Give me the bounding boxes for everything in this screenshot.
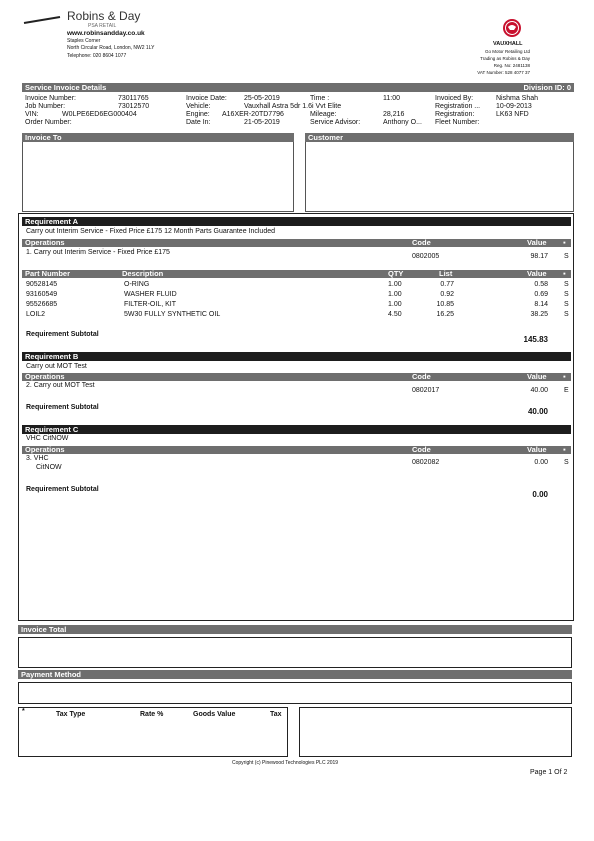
operations-label: Operations xyxy=(25,372,65,381)
invoice-total-title: Invoice Total xyxy=(21,625,67,634)
registration-date-label: Registration ... xyxy=(435,103,481,110)
section-title: Service Invoice Details xyxy=(25,83,107,92)
part-list-price: 16.25 xyxy=(436,311,454,318)
job-number: 73012570 xyxy=(118,103,150,110)
dealer-address-2: North Circular Road, London, NW2 1LY xyxy=(67,45,155,51)
requirement-b-bar xyxy=(22,352,571,361)
part-flag: S xyxy=(564,281,569,288)
customer-title: Customer xyxy=(308,133,344,142)
requirement-a-operations-bar xyxy=(22,239,571,247)
registration-label: Registration: xyxy=(435,111,475,118)
code-label: Code xyxy=(412,445,431,454)
part-list-price: 0.77 xyxy=(440,281,454,288)
part-flag: S xyxy=(564,291,569,298)
invoiced-by: Nishma Shah xyxy=(496,95,539,102)
dealer-address-1: Staples Corner xyxy=(67,38,101,44)
requirement-b-subtotal-label: Requirement Subtotal xyxy=(26,404,99,411)
part-description: 5W30 FULLY SYNTHETIC OIL xyxy=(124,311,221,318)
part-list-price: 0.92 xyxy=(440,291,454,298)
service-advisor-label: Service Advisor: xyxy=(310,119,361,126)
rate-label: Rate % xyxy=(140,711,164,718)
invoice-date-label: Invoice Date: xyxy=(186,95,227,102)
operation-2-flag: E xyxy=(564,387,569,394)
tax-label: Tax xyxy=(270,711,282,718)
tax-star: * xyxy=(22,708,25,715)
operation-3-text: 3. VHC xyxy=(26,455,49,462)
part-value: 0.58 xyxy=(534,281,548,288)
requirement-a-subtotal: 145.83 xyxy=(523,335,548,344)
registration: LK63 NFD xyxy=(496,111,529,118)
vehicle-label: Vehicle: xyxy=(186,103,211,110)
description-label: Description xyxy=(122,269,164,278)
part-number: LOIL2 xyxy=(26,311,46,318)
part-qty: 4.50 xyxy=(388,311,402,318)
time: 11:00 xyxy=(383,95,400,102)
requirement-c-description: VHC CitNOW xyxy=(26,435,69,442)
requirement-a-description: Carry out Interim Service - Fixed Price £175 12 Month Parts Guarantee Included xyxy=(26,228,276,235)
operations-label: Operations xyxy=(25,445,65,454)
engine-label: Engine: xyxy=(186,111,210,118)
part-description: FILTER-OIL, KIT xyxy=(124,301,176,308)
part-value: 0.69 xyxy=(534,291,548,298)
part-qty: 1.00 xyxy=(388,301,402,308)
division-id: Division ID: 0 xyxy=(523,83,571,92)
brand-line-4: VAT Number: 528 4077 37 xyxy=(477,70,530,75)
service-invoice-details-bar xyxy=(22,83,574,92)
brand-name: VAUXHALL xyxy=(493,41,523,47)
part-qty: 1.00 xyxy=(388,291,402,298)
order-number-label: Order Number: xyxy=(25,119,72,126)
requirement-b-title: Requirement B xyxy=(25,352,79,361)
date-in: 21-05-2019 xyxy=(244,119,280,126)
part-qty: 1.00 xyxy=(388,281,402,288)
vehicle: Vauxhall Astra 5dr 1.6i Vvt Elite xyxy=(244,103,342,110)
dealer-tagline: PSA RETAIL xyxy=(88,23,117,29)
value-label: Value xyxy=(527,372,547,381)
requirement-c-subtotal: 0.00 xyxy=(532,490,548,499)
star-marker: ▪ xyxy=(563,372,566,381)
invoice-number-label: Invoice Number: xyxy=(25,95,76,102)
qty-label: QTY xyxy=(388,269,404,278)
brand-line-2: Trading as Robins & Day xyxy=(480,56,530,61)
part-number: 95526685 xyxy=(26,301,58,308)
requirement-c-title: Requirement C xyxy=(25,425,79,434)
invoice-to-title: Invoice To xyxy=(25,133,62,142)
copyright: Copyright (c) Pinewood Technologies PLC 2019 xyxy=(232,760,339,766)
value-label: Value xyxy=(527,445,547,454)
payment-method-bar xyxy=(18,670,572,679)
code-label: Code xyxy=(412,238,431,247)
brand-line-3: Reg. No: 2481138 xyxy=(493,63,530,68)
invoice-total-bar xyxy=(18,625,572,634)
job-number-label: Job Number: xyxy=(25,103,66,110)
star-marker: ▪ xyxy=(563,445,566,454)
requirement-b-description: Carry out MOT Test xyxy=(26,363,87,370)
registration-date: 10-09-2013 xyxy=(496,103,532,110)
mileage-label: Mileage: xyxy=(310,111,337,118)
operation-1-flag: S xyxy=(564,253,569,260)
part-list-price: 10.85 xyxy=(436,301,454,308)
date-in-label: Date In: xyxy=(186,119,211,126)
part-number-label: Part Number xyxy=(25,269,71,278)
operation-2-value: 40.00 xyxy=(530,387,548,394)
dealer-telephone: Telephone: 020 8604 1077 xyxy=(67,53,127,59)
requirement-a-subtotal-label: Requirement Subtotal xyxy=(26,331,99,338)
tax-summary-box xyxy=(299,707,572,757)
logo-swoosh xyxy=(22,12,62,24)
requirement-c-bar xyxy=(22,425,571,434)
requirement-b-subtotal: 40.00 xyxy=(527,407,548,416)
engine: A16XER-20TD7796 xyxy=(222,111,284,118)
vin-label: VIN: xyxy=(25,111,39,118)
star-marker: ▪ xyxy=(563,269,566,278)
operation-3-subtext: CitNOW xyxy=(36,464,62,471)
requirement-a-bar xyxy=(22,217,571,226)
invoice-to-bar xyxy=(22,133,294,142)
value-label: Value xyxy=(527,238,547,247)
operation-1-code: 0802005 xyxy=(412,253,440,260)
invoice-to-box xyxy=(22,133,294,212)
customer-bar xyxy=(305,133,574,142)
part-flag: S xyxy=(564,311,569,318)
customer-box xyxy=(305,133,574,212)
operation-3-value: 0.00 xyxy=(534,459,548,466)
requirement-c-subtotal-label: Requirement Subtotal xyxy=(26,486,99,493)
operation-3-code: 0802082 xyxy=(412,459,440,466)
parts-header-bar xyxy=(22,270,571,278)
operations-label: Operations xyxy=(25,238,65,247)
invoice-total-box xyxy=(18,637,572,668)
time-label: Time : xyxy=(310,95,330,102)
operation-2-code: 0802017 xyxy=(412,387,440,394)
page-number: Page 1 Of 2 xyxy=(530,769,568,776)
operation-1-value: 98.17 xyxy=(530,253,548,260)
parts-value-label: Value xyxy=(527,269,547,278)
requirement-b-operations-bar xyxy=(22,373,571,381)
part-value: 8.14 xyxy=(534,301,548,308)
operation-2-text: 2. Carry out MOT Test xyxy=(26,382,95,389)
operation-1-text: 1. Carry out Interim Service - Fixed Price £175 xyxy=(26,249,170,256)
mileage: 28,216 xyxy=(383,111,405,118)
vauxhall-logo-icon xyxy=(502,18,522,38)
part-number: 93160549 xyxy=(26,291,58,298)
part-flag: S xyxy=(564,301,569,308)
goods-value-label: Goods Value xyxy=(193,711,236,718)
requirement-c-operations-bar xyxy=(22,446,571,454)
part-value: 38.25 xyxy=(530,311,548,318)
invoice-number: 73011765 xyxy=(118,95,149,102)
part-description: O-RING xyxy=(124,281,150,288)
dealer-website[interactable]: www.robinsandday.co.uk xyxy=(67,30,145,37)
dealer-name: Robins & Day xyxy=(67,9,141,23)
payment-method-box xyxy=(18,682,572,704)
part-number: 90528145 xyxy=(26,281,58,288)
vin: W0LPE6ED6EG000404 xyxy=(62,111,137,118)
operation-3-flag: S xyxy=(564,459,569,466)
star-marker: ▪ xyxy=(563,238,566,247)
payment-method-title: Payment Method xyxy=(21,670,82,679)
part-description: WASHER FLUID xyxy=(124,291,177,298)
code-label: Code xyxy=(412,372,431,381)
brand-line-1: Go Motor Retailing Ltd xyxy=(484,49,530,54)
list-label: List xyxy=(439,269,453,278)
tax-type-label: Tax Type xyxy=(56,711,86,718)
fleet-number-label: Fleet Number: xyxy=(435,119,480,126)
invoice-date: 25-05-2019 xyxy=(244,95,280,102)
invoiced-by-label: Invoiced By: xyxy=(435,95,474,102)
service-advisor: Anthony O... xyxy=(383,119,422,126)
requirement-a-title: Requirement A xyxy=(25,217,79,226)
